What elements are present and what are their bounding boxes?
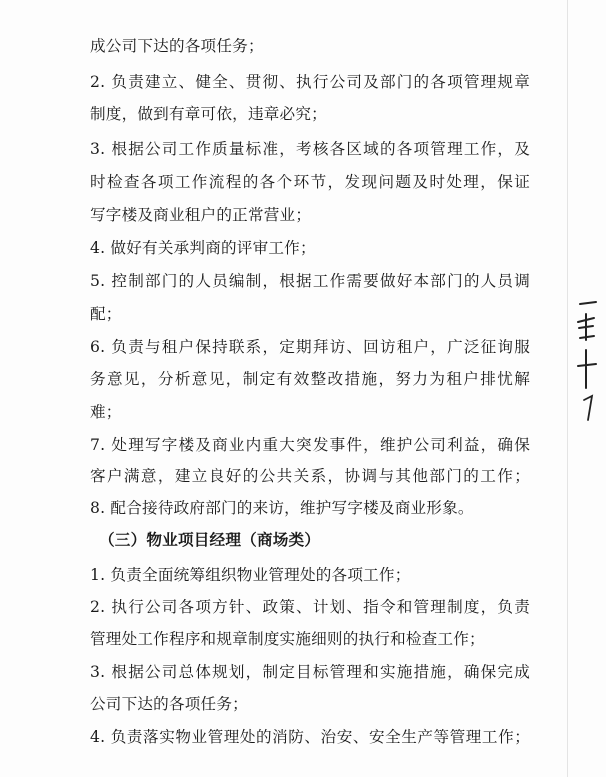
text-line: 2. 执行公司各项方针、政策、计划、指令和管理制度，负责 — [90, 598, 530, 616]
text-line: 成公司下达的各项任务； — [90, 37, 264, 55]
text-line: 公司下达的各项任务； — [90, 695, 248, 713]
text-line: 务意见，分析意见，制定有效整改措施，努力为租户排忧解 — [90, 370, 530, 388]
text-line: 管理处工作程序和规章制度实施细则的执行和检查工作； — [90, 630, 485, 648]
text-line: 3. 根据公司总体规划，制定目标管理和实施措施，确保完成 — [90, 663, 530, 681]
text-line: 配； — [90, 305, 122, 323]
text-line: 5. 控制部门的人员编制，根据工作需要做好本部门的人员调 — [90, 272, 530, 290]
text-line: 4. 负责落实物业管理处的消防、治安、安全生产等管理工作； — [90, 728, 530, 746]
section-heading: （三）物业项目经理（商场类） — [99, 530, 321, 549]
text-line: 1. 负责全面统筹组织物业管理处的各项工作； — [90, 566, 411, 584]
text-line: 制度，做到有章可依，违章必究； — [90, 105, 327, 123]
text-line: 2. 负责建立、健全、贯彻、执行公司及部门的各项管理规章 — [90, 73, 530, 91]
text-line: 6. 负责与租户保持联系，定期拜访、回访租户，广泛征询服 — [90, 338, 530, 356]
text-line: 客户满意，建立良好的公共关系，协调与其他部门的工作； — [90, 467, 530, 485]
text-line: 3. 根据公司工作质量标准，考核各区域的各项管理工作，及 — [90, 140, 530, 158]
text-line: 时检查各项工作流程的各个环节，发现问题及时处理，保证 — [90, 173, 530, 191]
text-line: 难； — [90, 403, 122, 421]
text-line: 写字楼及商业租户的正常营业； — [90, 206, 312, 224]
text-line: 7. 处理写字楼及商业内重大突发事件，维护公司利益，确保 — [90, 436, 530, 454]
text-line: 4. 做好有关承判商的评审工作； — [90, 239, 316, 257]
handwritten-mark — [572, 292, 602, 432]
text-line: 8. 配合接待政府部门的来访，维护写字楼及商业形象。 — [90, 499, 474, 517]
